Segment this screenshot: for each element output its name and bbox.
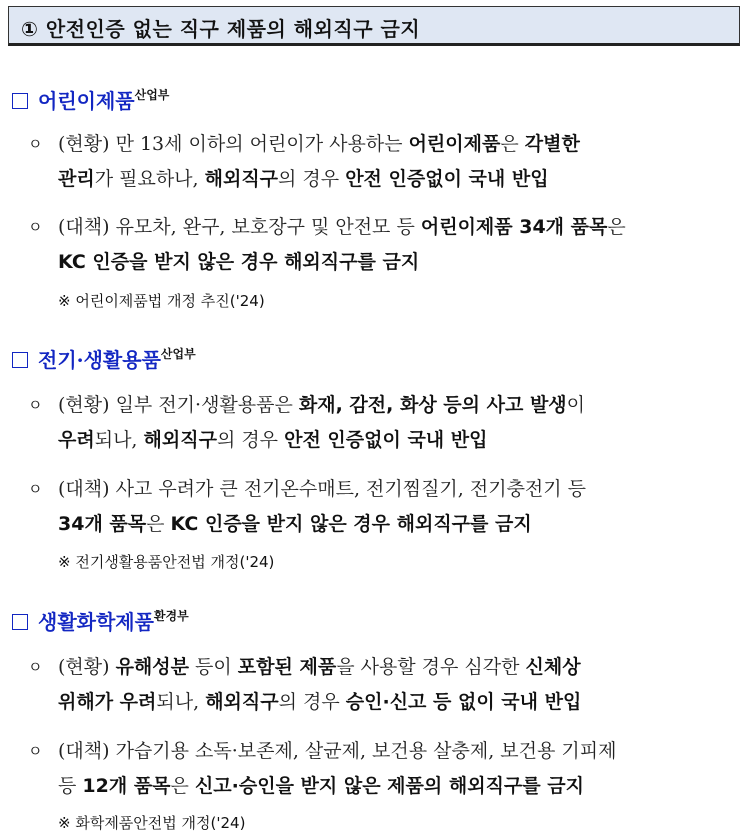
body-text: (대책) 유모차, 완구, 보호장구 및 안전모 등 (58, 216, 421, 238)
checkbox-square-icon (12, 614, 28, 630)
bullet-item (28, 734, 732, 804)
body-text: (대책) 가습기용 소독·보존제, 살균제, 보건용 살충제, 보건용 기피제 (58, 740, 617, 762)
body-text: 등이 (189, 656, 238, 678)
section-heading-label: 생활화학제품 (38, 610, 154, 634)
ministry-label: 환경부 (153, 609, 189, 623)
emphasis-text: KC 인증을 받지 않은 경우 해외직구를 금지 (170, 513, 532, 535)
body-text: 의 경우 (216, 429, 285, 451)
body-text: (현황) (58, 656, 116, 678)
bullet-circle-icon: ㅇ (28, 135, 43, 153)
bullet-circle-icon: ㅇ (28, 742, 43, 760)
emphasis-text: 유해성분 (115, 656, 189, 678)
footnote: ※ 어린이제품법 개정 추진('24) (58, 292, 265, 310)
emphasis-text: 화재, 감전, 화상 등의 사고 발생 (298, 394, 567, 416)
emphasis-text: 신체상 (525, 656, 581, 678)
bullet-circle-icon: ㅇ (28, 218, 43, 236)
section-heading-children-products (12, 85, 169, 114)
bullet-line-1 (58, 210, 626, 245)
bullet-line-2 (58, 162, 549, 197)
bullet-circle-icon: ㅇ (28, 480, 43, 498)
emphasis-text: 위해가 우려 (58, 691, 157, 713)
section-heading-electric-products (12, 344, 196, 373)
emphasis-text: 안전 인증없이 국내 반입 (345, 168, 549, 190)
body-text: 의 경우 (278, 168, 346, 190)
bullet-line-1 (58, 127, 580, 162)
page-title: ① 안전인증 없는 직구 제품의 해외직구 금지 (21, 17, 421, 41)
body-text: (현황) 일부 전기·생활용품은 (58, 394, 299, 416)
footnote: ※ 화학제품안전법 개정('24) (58, 814, 246, 832)
body-text: 가 필요하나, (94, 168, 205, 190)
bullet-circle-icon: ㅇ (28, 396, 43, 414)
bullet-line-2 (58, 685, 581, 720)
body-text: (대책) 사고 우려가 큰 전기온수매트, 전기찜질기, 전기충전기 등 (58, 478, 587, 500)
emphasis-text: KC 인증을 받지 않은 경우 해외직구를 금지 (58, 251, 420, 273)
bullet-line-1 (58, 650, 581, 685)
bullet-line-2 (58, 507, 532, 542)
section-heading-chemical-products (12, 606, 189, 635)
emphasis-text: 해외직구 (204, 168, 279, 190)
emphasis-text: 어린이제품 (408, 133, 501, 155)
emphasis-text: 안전 인증없이 국내 반입 (284, 429, 488, 451)
emphasis-text: 포함된 제품 (237, 656, 337, 678)
body-text: 등 (58, 775, 83, 797)
bullet-item (28, 127, 732, 197)
body-text: 의 경우 (278, 691, 346, 713)
body-text: 은 (170, 775, 195, 797)
bullet-item (28, 650, 732, 720)
bullet-line-1 (58, 472, 586, 507)
section-heading-label: 전기·생활용품 (38, 348, 161, 372)
body-text: 을 사용할 경우 심각한 (336, 656, 526, 678)
bullet-item (28, 210, 732, 280)
body-text: 되나, (156, 691, 206, 713)
bullet-line-2 (58, 769, 584, 804)
emphasis-text: 34개 품목 (58, 513, 147, 535)
emphasis-text: 신고·승인을 받지 않은 제품의 해외직구를 금지 (194, 775, 584, 797)
emphasis-text: 12개 품목 (82, 775, 171, 797)
section-heading-label: 어린이제품 (38, 89, 135, 113)
checkbox-square-icon (12, 352, 28, 368)
body-text: 은 (500, 133, 525, 155)
ministry-label: 산업부 (160, 347, 196, 361)
body-text: 되나, (94, 429, 144, 451)
bullet-line-1 (58, 388, 585, 423)
bullet-circle-icon: ㅇ (28, 658, 43, 676)
bullet-item (28, 472, 732, 542)
body-text: 은 (607, 216, 626, 238)
checkbox-square-icon (12, 93, 28, 109)
emphasis-text: 어린이제품 34개 품목 (420, 216, 608, 238)
bullet-line-2 (58, 245, 419, 280)
title-banner (8, 6, 740, 46)
emphasis-text: 해외직구 (205, 691, 279, 713)
emphasis-text: 해외직구 (143, 429, 217, 451)
emphasis-text: 관리 (58, 168, 95, 190)
bullet-line-1 (58, 734, 616, 769)
ministry-label: 산업부 (134, 88, 170, 102)
body-text: (현황) 만 13세 이하의 어린이가 사용하는 (58, 133, 409, 155)
body-text: 이 (566, 394, 586, 416)
bullet-item (28, 388, 732, 458)
bullet-line-2 (58, 423, 487, 458)
body-text: 은 (146, 513, 171, 535)
footnote: ※ 전기생활용품안전법 개정('24) (58, 553, 275, 571)
emphasis-text: 우려 (58, 429, 95, 451)
emphasis-text: 각별한 (524, 133, 580, 155)
emphasis-text: 승인·신고 등 없이 국내 반입 (345, 691, 582, 713)
